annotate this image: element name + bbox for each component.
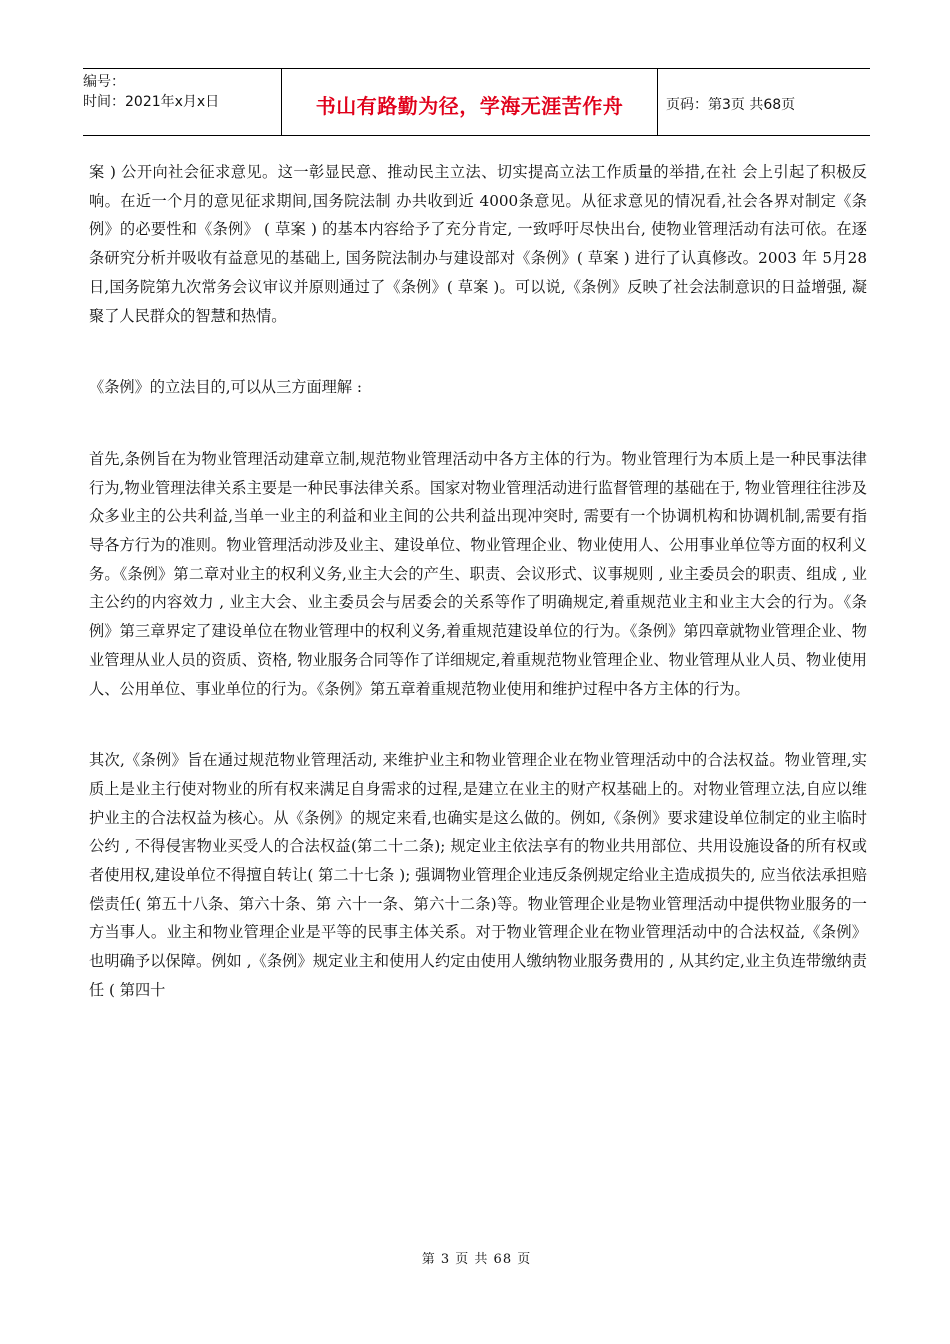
paragraph-purpose-heading: 《条例》的立法目的,可以从三方面理解 : <box>89 378 362 397</box>
paragraph-first-purpose: 首先,条例旨在为物业管理活动建章立制,规范物业管理活动中各方主体的行为。物业管理行为本质上是一种民事法律行为,物业管理法律关系主要是一种民事法律关系。国家对物业管理活动进行监督管理的基础在于, 物业管理往往涉及众多业主的公共利益,当单一业主的利益和业主间的公共利益出现冲突时, 需要有一个协调机构和协调机制,需要有指导各方行为的准则。物业管理活动涉及业主、建设单位、物业管理企业、物业使用人、公用事业单位等方面的权利义务。《条例》第二章对业主的权利义务,业主大会的产生、职责、会议形式、议事规则 , 业主委员会的职责、组成 , 业主公约的内容效力 , 业主大会、业主委员会与居委会的关系等作了明确规定,着重规范业主和业主大会的行为。《条例》第三章界定了建设单位在物业管理中的权利义务,着重规范建设单位的行为。《条例》第四章就物业管理企业、物业管理从业人员的资质、资格, 物业服务合同等作了详细规定,着重规范物业管理企业、物业管理从业人员、物业使用人、公用单位、事业单位的行为。《条例》第五章着重规范物业使用和维护过程中各方主体的行为。 <box>89 449 867 698</box>
header-meta-cell <box>83 69 282 135</box>
header-motto: 书山有路勤为径，学海无涯苦作舟 <box>282 69 658 135</box>
paragraph-second-purpose: 其次,《条例》旨在通过规范物业管理活动, 来维护业主和物业管理企业在物业管理活动中的合法权益。物业管理,实质上是业主行使对物业的所有权来满足自身需求的过程,是建立在业主的财产权基础上的。对物业管理立法,自应以维护业主的合法权益为核心。从《条例》的规定来看,也确实是这么做的。例如,《条例》要求建设单位制定的业主临时公约 , 不得侵害物业买受人的合法权益(第二十二条); 规定业主依法享有的物业共用部位、共用设施设备的所有权或者使用权,建设单位不得擅自转让( 第二十七条 ); 强调物业管理企业违反条例规定给业主造成损失的, 应当依法承担赔偿责任( 第五十八条、第六十条、第 六十一条、第六十二条)等。物业管理企业是物业管理活动中提供物业服务的一方当事人。业主和物业管理企业是平等的民事主体关系。对于物业管理企业在物业管理活动中的合法权益,《条例》也明确予以保障。例如 ,《条例》规定业主和使用人约定由使用人缴纳物业服务费用的 , 从其约定,业主负连带缴纳责任 ( 第四十 <box>89 751 867 999</box>
page-header <box>83 68 870 136</box>
document-time-label: 时间：2021年x月x日 <box>83 94 220 110</box>
document-number-label: 编号： <box>83 74 125 90</box>
document-body <box>89 158 867 1005</box>
page-footer: 第 3 页 共 68 页 <box>421 1252 532 1267</box>
header-page-number: 页码：第3页 共68页 <box>666 97 796 113</box>
paragraph-intro: 案 ) 公开向社会征求意见。这一彰显民意、推动民主立法、切实提高立法工作质量的举措,在社 会上引起了积极反响。在近一个月的意见征求期间,国务院法制 办共收到近 4000条意见。从征求意见的情况看,社会各界对制定《条例》的必要性和《条例》 ( 草案 ) 的基本内容给予了充分肯定, 一致呼吁尽快出台, 使物业管理活动有法可依。在逐条研究分析并吸收有益意见的基础上, 国务院法制办与建设部对《条例》( 草案 ) 进行了认真修改。2003 年 5月28日,国务院第九次常务会议审议并原则通过了《条例》( 草案 )。可以说,《条例》反映了社会法制意识的日益增强, 凝聚了人民群众的智慧和热情。 <box>89 163 867 325</box>
